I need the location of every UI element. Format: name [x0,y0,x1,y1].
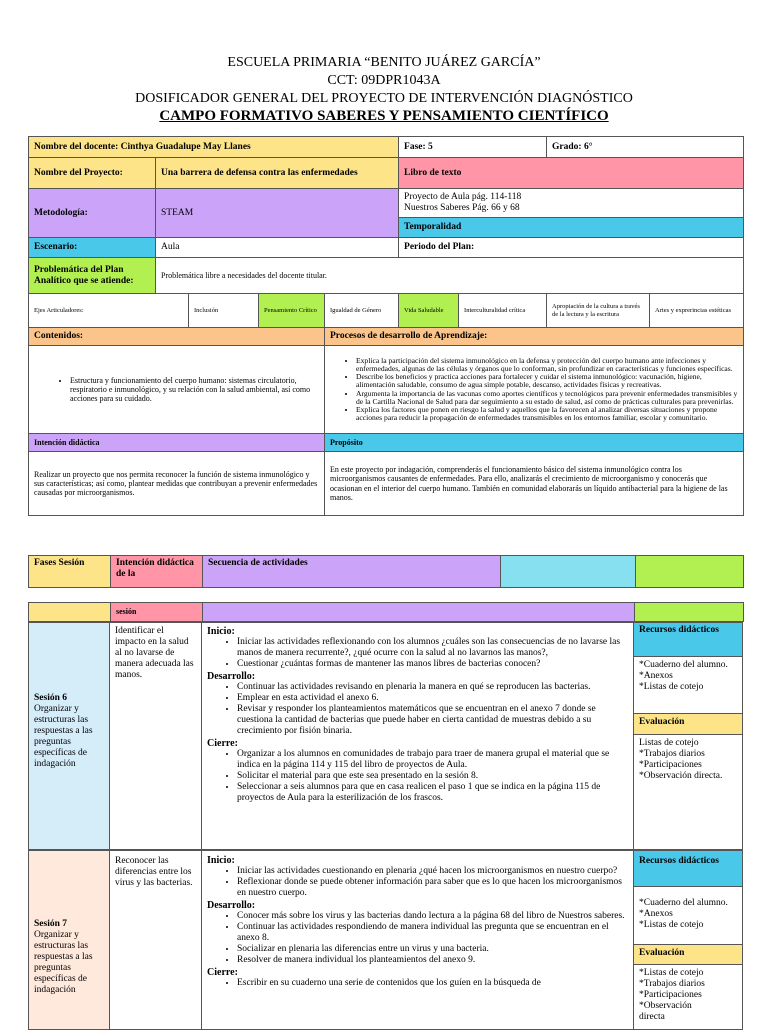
grado-cell: Grado: 6° [547,137,744,158]
sesion-header: sesión [111,603,203,622]
libro-label: Libro de texto [399,158,744,189]
session-6-intencion [110,622,202,850]
libro-pages [399,189,744,218]
session-6-intencion-text: Identificar el impacto en la salud al no lavarse de manera adecuada las manos. [115,626,194,680]
proyecto-name: Una barrera de defensa contra las enfermedades [156,158,399,189]
document-title: DOSIFICADOR GENERAL DEL PROYECTO DE INTERVENCIÓN DIAGNÓSTICO [135,91,633,106]
sesion-blank-lila [203,603,635,622]
escenario-label: Escenario: [29,238,156,258]
evaluacion-item: *Trabajos diarios [639,979,705,989]
evaluacion-label: Evaluación [634,945,742,965]
activity-item: • Resolver de manera individual los planteamientos del anexo 9. [237,955,628,966]
activity-item: • Cuestionar ¿cuántas formas de mantener las manos libres de bacterias conocen? [237,659,628,670]
recurso-item: *Cuaderno del alumno. [639,660,728,670]
docente-cell: Nombre del docente: Cinthya Guadalupe May Llanes [29,137,399,158]
escenario-value: Aula [156,238,399,258]
fases-header: Fases Sesión [29,556,111,588]
session-6-sequence [202,622,634,850]
eje-inclusion: Inclusión [189,294,259,328]
document-subtitle: CAMPO FORMATIVO SABERES Y PENSAMIENTO CIENTÍFICO [159,108,609,124]
sesion-blank-yellow [29,603,111,622]
proposito-text: En este proyecto por indagación, comprenderás el funcionamiento básico del sistema inmunológico contra los microorganismos causantes de enfermedades. Para ello, analizarás el crecimiento de microorganismo y conocerás que ocasionan en el interior del cuerpo humano. También en comunidad elaborarás un líquido antibacterial para la higiene de las manos. [325,452,744,516]
evaluacion-list [634,735,742,785]
desarrollo-label: Desarrollo: [207,670,256,682]
ejes-label: Ejes Articuladores: [29,294,189,328]
problematica-label: Problemática del Plan Analítico que se atiende: [29,258,156,294]
cierre-label: Cierre: [207,966,238,978]
eje-igualdad-genero: Igualdad de Género [325,294,399,328]
recurso-item: *Listas de cotejo [639,682,704,692]
activity-item: • Continuar las actividades revisando en plenaria la manera en qué se reproducen las bacterias. [237,682,628,693]
libro-line-1: Proyecto de Aula pág. 114-118 [404,192,522,202]
header-blank-green [636,556,744,588]
evaluacion-item: *Observación [639,1001,692,1011]
session-6-phase [28,622,110,850]
session-7-phase [28,850,110,1030]
procesos-cell [325,346,744,434]
session-6-side [634,622,743,850]
evaluacion-item: *Listas de cotejo [639,968,704,978]
contenidos-label: Contenidos: [29,328,325,346]
sequence-header-table [28,555,744,588]
metodologia-value: STEAM [156,189,399,238]
activity-item: • Continuar las actividades respondiendo de manera individual las pregunta que se encuentran en el anexo 8. [237,922,628,944]
eje-artes: Artes y exprerincias estéticas [650,294,744,328]
intencion-text: Realizar un proyecto que nos permita reconocer la función de sistema inmunológico y sus características; así como, plantear medidas que contribuyan a prevenir enfermedades causadas por microorganismos. [29,452,325,516]
plan-info-table [28,136,744,516]
recursos-list [634,887,742,945]
contenido-item: • Estructura y funcionamiento del cuerpo humano: sistemas circulatorio, respiratorio e inmunológico, y su relación con la salud ambiental, así como acciones para su cuidado. [70,376,319,404]
recursos-label: Recursos didácticos [634,851,742,887]
evaluacion-list [634,965,742,1026]
eje-apropiacion-cultura: Apropiación de la cultura a través de la lectura y la escritura [547,294,650,328]
evaluacion-item: *Participaciones [639,760,702,770]
session-7-desc: Organizar y estructuras las respuestas a las preguntas específicas de indagación [34,930,93,995]
session-6-title: Sesión 6 [34,693,67,703]
proceso-item: • Explica la participación del sistema inmunológico en la defensa y protección del cuerpo humano ante infecciones y enfermedades, algunas de las células y órganos que lo conforman, sin profundizar en características y funciones específicas. [356,357,738,373]
recurso-item: *Listas de cotejo [639,920,704,930]
sessions-table [28,602,744,622]
activity-item: • Iniciar las actividades cuestionando en plenaria ¿qué hacen los microorganismos en nuestro cuerpo? [237,866,628,877]
evaluacion-item: Listas de cotejo [639,738,699,748]
recurso-item: *Anexos [639,909,673,919]
intencion-label: Intención didáctica [29,434,325,452]
temporalidad-label: Temporalidad [399,218,744,238]
session-6-desc: Organizar y estructuras las respuestas a las preguntas específicas de indagación [34,704,93,769]
recursos-label: Recursos didácticos [634,623,742,657]
activity-item: • Solicitar el material para que este sea presentado en la sesión 8. [237,771,628,782]
eje-interculturalidad: Interculturalidad crítica [459,294,547,328]
activity-item: • Reflexionar donde se puede obtener información para saber que es lo que hacen los microorganismos en nuestro cuerpo. [237,877,628,899]
activity-item: • Escribir en su cuaderno una serie de contenidos que los guíen en la búsqueda de [237,978,628,989]
intencion-header: Intención didáctica de la [111,556,203,588]
recurso-item: *Anexos [639,671,673,681]
session-7-intencion [110,850,202,1030]
sesion-blank-green [635,603,744,622]
session-7-title: Sesión 7 [34,919,67,929]
session-7-sequence [202,850,634,1030]
evaluacion-label: Evaluación [634,714,742,735]
session-6-row [28,622,743,851]
inicio-label: Inicio: [207,626,235,637]
proceso-item: • Describe los beneficios y practica acciones para fortalecer y cuidar el sistema inmunológico: vacunación, higiene, alimentación saludable, consumo de agua simple potable, descanso, actividades físicas y recreativas. [356,373,738,389]
evaluacion-item: *Trabajos diarios [639,749,705,759]
periodo-label: Periodo del Plan: [399,238,744,258]
activity-item: • Emplear en esta actividad el anexo 6. [237,693,628,704]
school-name: ESCUELA PRIMARIA “BENITO JUÁREZ GARCÍA” [227,55,541,70]
proceso-item: • Argumenta la importancia de las vacunas como aportes científicos y tecnológicos para prevenir enfermedades transmisibles y de la Cartilla Nacional de Salud para dar seguimiento a su estado de salud, así como de prácticas culturales para prevenirlas. [356,390,738,406]
activity-item: • Seleccionar a seis alumnos para que en casa realicen el paso 1 que se indica en la página 115 de proyectos de Aula para la esterilización de los frascos. [237,782,628,804]
eje-pensamiento-critico: Pensamiento Crítico [259,294,325,328]
session-7-row [28,850,743,1030]
evaluacion-item: *Participaciones [639,990,702,1000]
proyecto-label: Nombre del Proyecto: [29,158,156,189]
desarrollo-label: Desarrollo: [207,899,256,911]
activity-item: • Revisar y responder los planteamientos matemáticos que se encuentran en el anexo 7 donde se cuestiona la cantidad de bacterias que puede haber en cierta cantidad de muestras debido a su crecimiento por fisión binaria. [237,704,628,738]
secuencia-header: Secuencia de actividades [203,556,501,588]
recursos-list [634,657,742,714]
activity-item: • Conocer más sobre los virus y las bacterias dando lectura a la página 68 del libro de Nuestros saberes. [237,911,628,922]
cierre-label: Cierre: [207,737,238,749]
eje-vida-saludable: Vida Saludable [399,294,459,328]
fase-cell: Fase: 5 [399,137,547,158]
activity-item: • Organizar a los alumnos en comunidades de trabajo para traer de manera grupal el material que se indica en la página 114 y 115 del libro de proyectos de Aula. [237,749,628,771]
inicio-label: Inicio: [207,855,235,866]
session-7-intencion-text: Reconocer las diferencias entre los virus y las bacterias. [115,856,193,888]
problematica-value: Problemática libre a necesidades del docente titular. [156,258,744,294]
metodologia-label: Metodología: [29,189,156,238]
cct-code: CCT: 09DPR1043A [327,73,441,88]
session-7-side [634,850,743,1030]
evaluacion-item: directa [639,1012,665,1022]
activity-item: • Iniciar las actividades reflexionando con los alumnos ¿cuáles son las consecuencias de no lavarse las manos de manera recurrente?, ¿qué ocurre con la salud al no lavarnos las manos?, [237,637,628,659]
libro-line-2: Nuestros Saberes Pág. 66 y 68 [404,203,520,213]
procesos-label: Procesos de desarrollo de Aprendizaje: [325,328,744,346]
contenido-cell [29,346,325,434]
evaluacion-item: *Observación directa. [639,771,723,781]
activity-item: • Socializar en plenaria las diferencias entre un virus y una bacteria. [237,944,628,955]
header-blank-cyan [501,556,636,588]
recurso-item: *Cuaderno del alumno. [639,898,728,908]
proposito-label: Propósito [325,434,744,452]
proceso-item: • Explica los factores que ponen en riesgo la salud y aquellos que la favorecen al analizar diversas situaciones y propone acciones para reducir la propagación de enfermedades transmisibles en los entornos familiar, escolar y comunitario. [356,406,738,422]
